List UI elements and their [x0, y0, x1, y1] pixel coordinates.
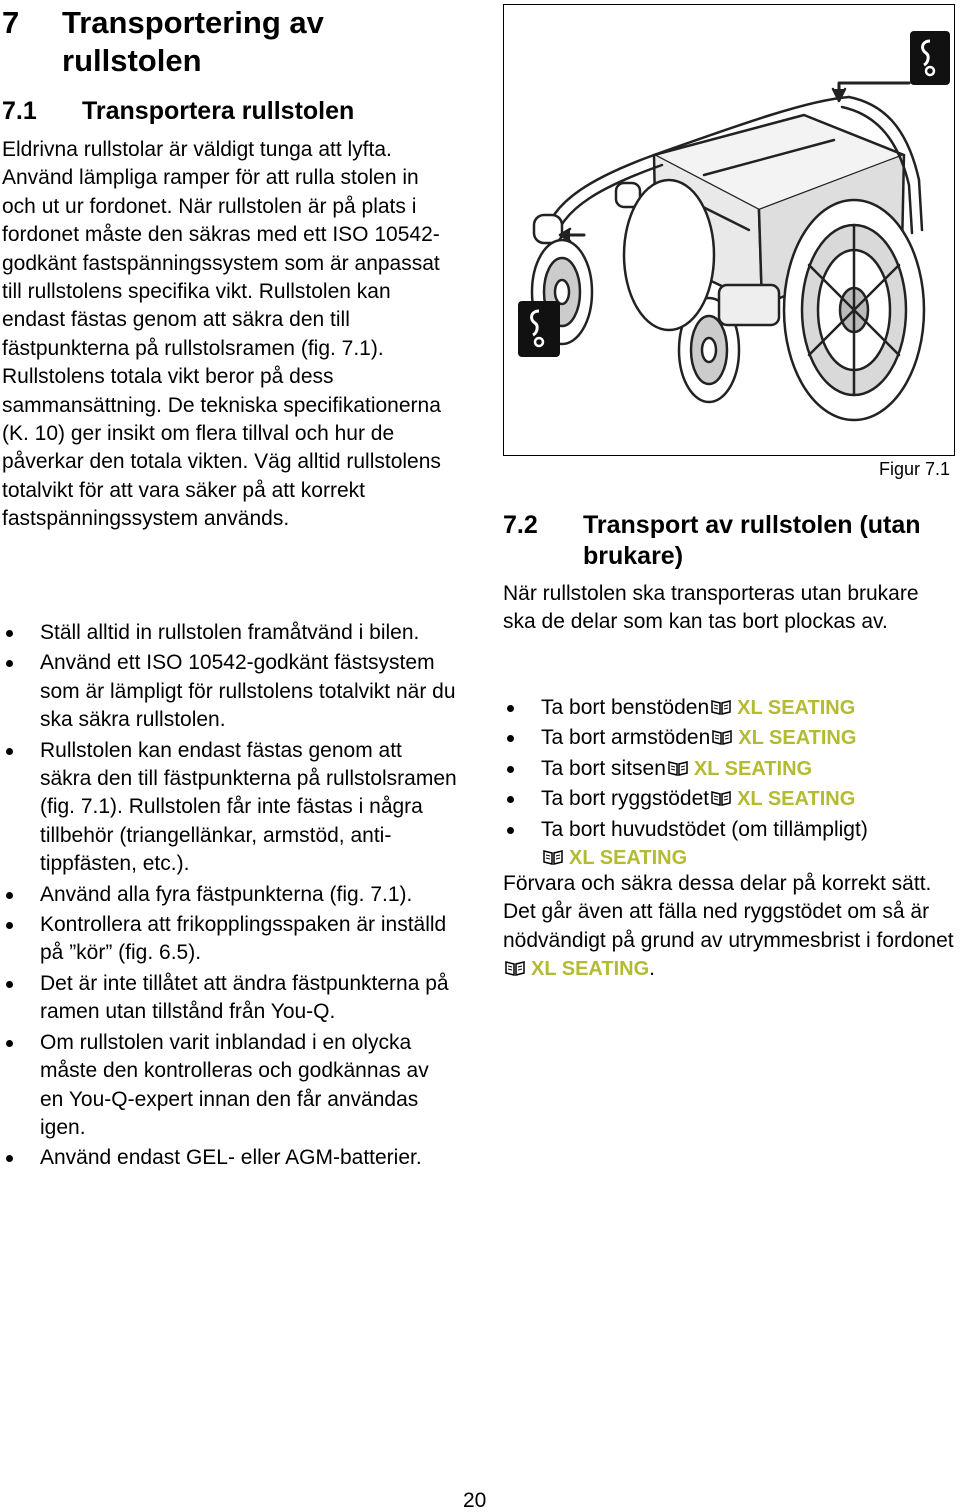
book-icon	[505, 960, 525, 976]
xl-seating-ref: XL SEATING	[531, 958, 650, 981]
xl-seating-ref: XL SEATING	[737, 788, 856, 811]
list-item: Ta bort sitsen XL SEATING	[503, 755, 960, 783]
subsection-title: Transport av rullstolen (utan brukare)	[583, 511, 921, 570]
list-item: Ställ alltid in rullstolen framåtvänd i bilen.	[2, 619, 457, 647]
transport-paragraph: När rullstolen ska transporteras utan brukare ska de delar som kan tas bort plockas av.	[503, 582, 919, 634]
bullet-icon	[6, 981, 13, 988]
list-item: Använd endast GEL- eller AGM-batterier.	[2, 1144, 457, 1172]
bullet-icon	[6, 748, 13, 755]
list-item: Det är inte tillåtet att ändra fästpunkterna på ramen utan tillstånd från You-Q.	[2, 970, 457, 1027]
bullet-icon	[6, 660, 13, 667]
subsection-number: 7.1	[2, 97, 37, 125]
book-icon	[711, 790, 731, 806]
book-icon	[712, 729, 732, 745]
section-title: Transportering av rullstolen	[62, 5, 324, 78]
book-icon	[668, 760, 688, 776]
bullet-icon	[6, 922, 13, 929]
subsection-number: 7.2	[503, 511, 538, 539]
wheelchair-base-illustration	[504, 5, 953, 454]
bullet-icon	[6, 892, 13, 899]
xl-seating-ref: XL SEATING	[569, 847, 688, 870]
list-item: Använd alla fyra fästpunkterna (fig. 7.1).	[2, 881, 457, 909]
xl-seating-ref: XL SEATING	[738, 727, 857, 750]
bullet-icon	[6, 1155, 13, 1162]
section-number: 7	[2, 5, 20, 40]
book-icon	[543, 849, 563, 865]
list-item: Ta bort ryggstödet XL SEATING	[503, 785, 960, 813]
subsection-title: Transportera rullstolen	[82, 97, 355, 125]
bullet-icon	[6, 630, 13, 637]
xl-seating-ref: XL SEATING	[737, 697, 856, 719]
removal-bullet-list	[503, 694, 960, 874]
xl-seating-ref: XL SEATING	[693, 757, 813, 780]
bullet-icon	[507, 735, 514, 742]
bullet-icon	[507, 796, 514, 803]
figure-7-1	[503, 4, 955, 456]
bullet-icon	[507, 827, 514, 834]
list-item: Ta bort armstöden XL SEATING	[503, 724, 960, 752]
intro-paragraph: Eldrivna rullstolar är väldigt tunga att lyfta. Använd lämpliga ramper för att rulla stolen in och ut ur fordonet. När rullstolen är på plats i fordonet måste den säkras med ett ISO 10542-godkänt fastspänningssystem som är anpassat till rullstolens specifika vikt. Rullstolen kan endast fästas genom att säkra den till fästpunkterna på rullstolsramen (fig. 7.1). Rullstolens totala vikt beror på dess sammansättning. De tekniska specifikationerna (K. 10) ger insikt om flera tillval och hur de påverkar den totala vikten. Väg alltid rullstolens totalvikt för att vara säker på att korrekt fastspänningssystem används.	[2, 138, 441, 531]
tie-down-hook-icon	[910, 31, 950, 85]
safety-bullet-list	[2, 619, 457, 1175]
bullet-icon	[507, 766, 514, 773]
tie-down-hook-icon	[518, 301, 560, 357]
list-item: Rullstolen kan endast fästas genom att säkra den till fästpunkterna på rullstolsramen (fig. 7.1). Rullstolen får inte fästas i några tillbehör (triangellänkar, armstöd, anti-tippfästen, etc.).	[2, 737, 457, 879]
list-item: Ta bort huvudstödet (om tillämpligt) XL SEATING	[503, 816, 960, 873]
storage-paragraph: Förvara och säkra dessa delar på korrekt sätt. Det går även att fälla ned ryggstödet om så är nödvändigt på grund av utrymmesbrist i fordonet XL SEATING.	[503, 872, 954, 981]
book-icon	[711, 699, 731, 715]
figure-caption: Figur 7.1	[879, 459, 951, 479]
list-item: Ta bort benstöden XL SEATING	[503, 694, 960, 722]
bullet-icon	[6, 1040, 13, 1047]
bullet-icon	[507, 705, 514, 712]
list-item: Kontrollera att frikopplingsspaken är inställd på ”kör” (fig. 6.5).	[2, 911, 457, 968]
list-item: Använd ett ISO 10542-godkänt fästsystem som är lämpligt för rullstolens totalvikt när du ska säkra rullstolen.	[2, 649, 457, 734]
list-item: Om rullstolen varit inblandad i en olycka måste den kontrolleras och godkännas av en You-Q-expert innan den får användas igen.	[2, 1029, 457, 1143]
page-number: 20	[463, 1489, 487, 1512]
